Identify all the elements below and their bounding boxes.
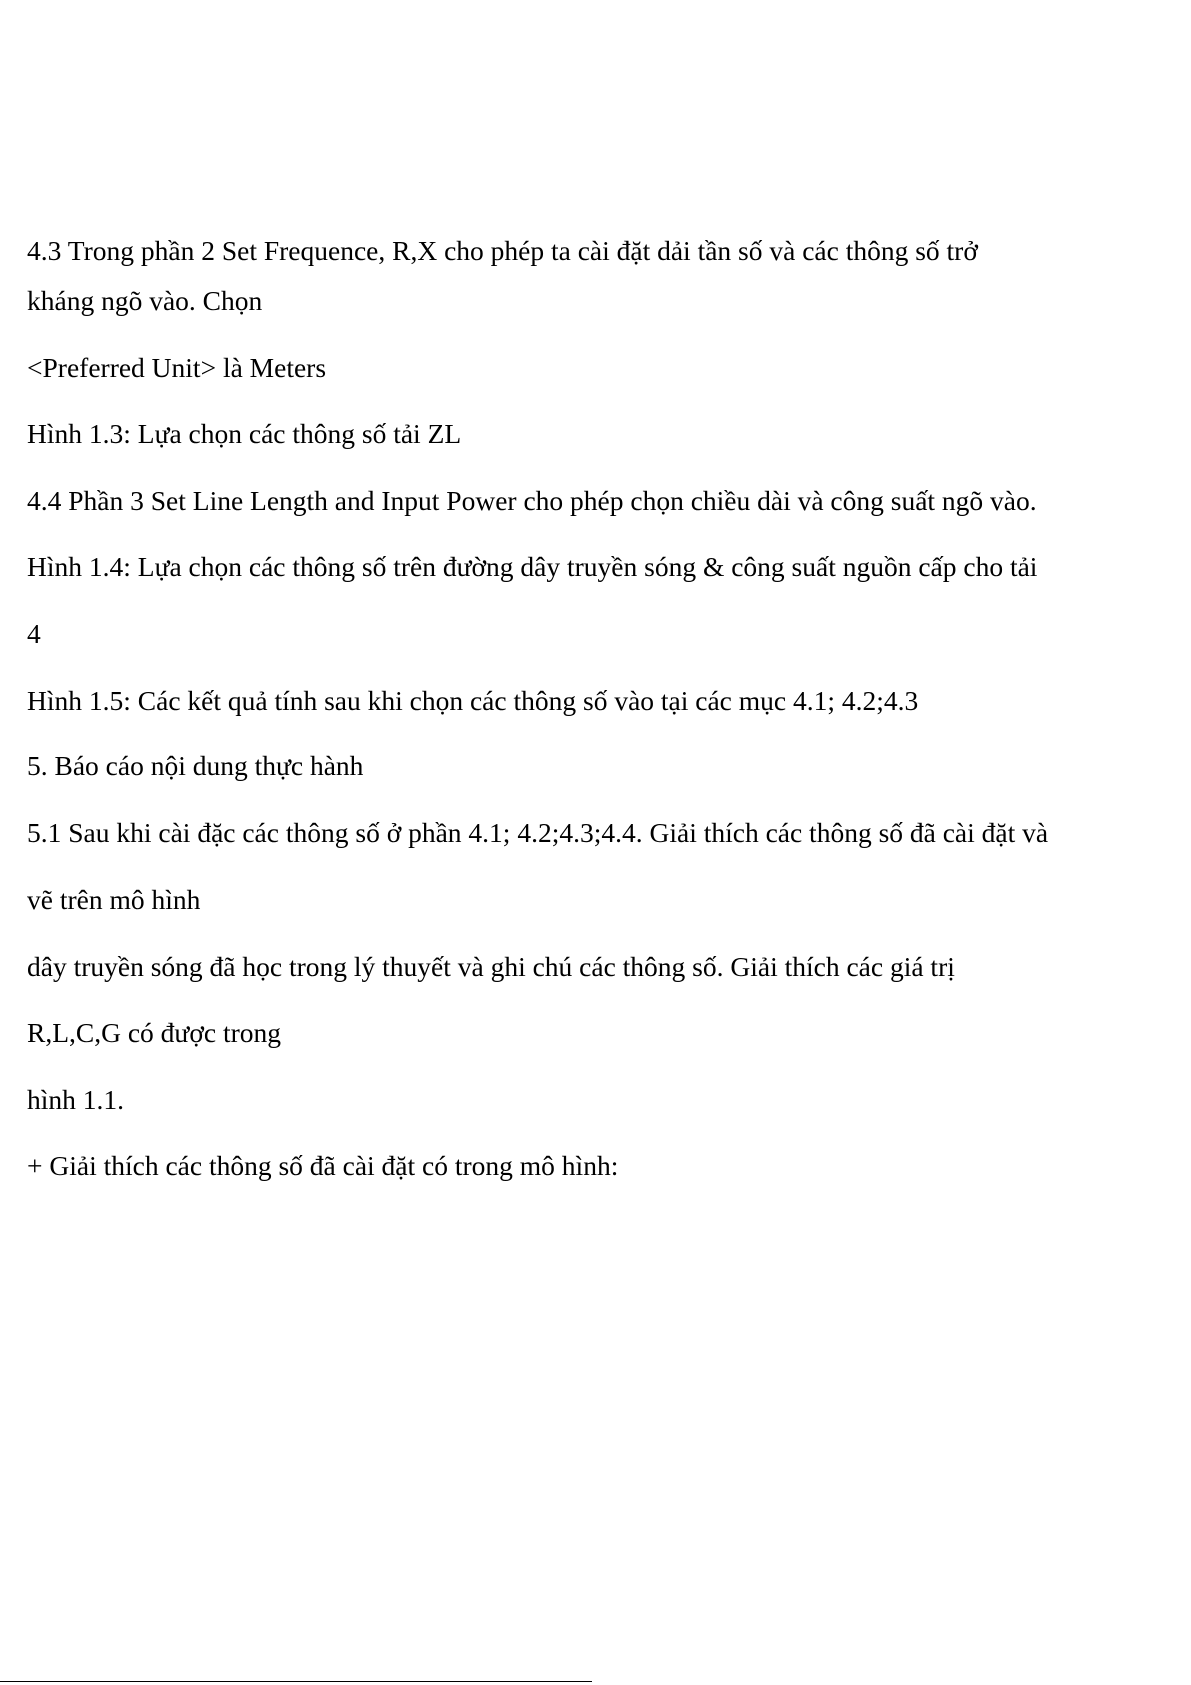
text-line-section-4-4: 4.4 Phần 3 Set Line Length and Input Power cho phép chọn chiều dài và công suất ngõ vào. — [27, 485, 1037, 516]
heading-section-5: 5. Báo cáo nội dung thực hành — [27, 750, 364, 781]
text-line-section-5-1-cont-1: vẽ trên mô hình — [27, 884, 201, 915]
text-line-section-4-3: 4.3 Trong phần 2 Set Frequence, R,X cho phép ta cài đặt dải tần số và các thông số trở — [27, 235, 978, 266]
text-line-section-5-1-cont-2: dây truyền sóng đã học trong lý thuyết và ghi chú các thông số. Giải thích các giá trị — [27, 951, 955, 982]
footer-rule — [0, 1681, 592, 1682]
caption-figure-1-3: Hình 1.3: Lựa chọn các thông số tải ZL — [27, 418, 462, 449]
text-line-section-5-1-cont-3: R,L,C,G có được trong — [27, 1017, 281, 1048]
text-line-bullet-explanation: + Giải thích các thông số đã cài đặt có trong mô hình: — [27, 1150, 619, 1181]
caption-figure-1-4-cont: 4 — [27, 618, 41, 649]
caption-figure-1-5: Hình 1.5: Các kết quả tính sau khi chọn các thông số vào tại các mục 4.1; 4.2;4.3 — [27, 685, 919, 716]
text-line-section-5-1: 5.1 Sau khi cài đặc các thông số ở phần 4.1; 4.2;4.3;4.4. Giải thích các thông số đã cài đặt và — [27, 817, 1049, 848]
text-line-preferred-unit: <Preferred Unit> là Meters — [27, 352, 327, 383]
text-line-section-5-1-cont-4: hình 1.1. — [27, 1084, 125, 1115]
text-line-section-4-3-cont: kháng ngõ vào. Chọn — [27, 285, 263, 316]
caption-figure-1-4: Hình 1.4: Lựa chọn các thông số trên đường dây truyền sóng & công suất nguồn cấp cho tải — [27, 551, 1038, 582]
